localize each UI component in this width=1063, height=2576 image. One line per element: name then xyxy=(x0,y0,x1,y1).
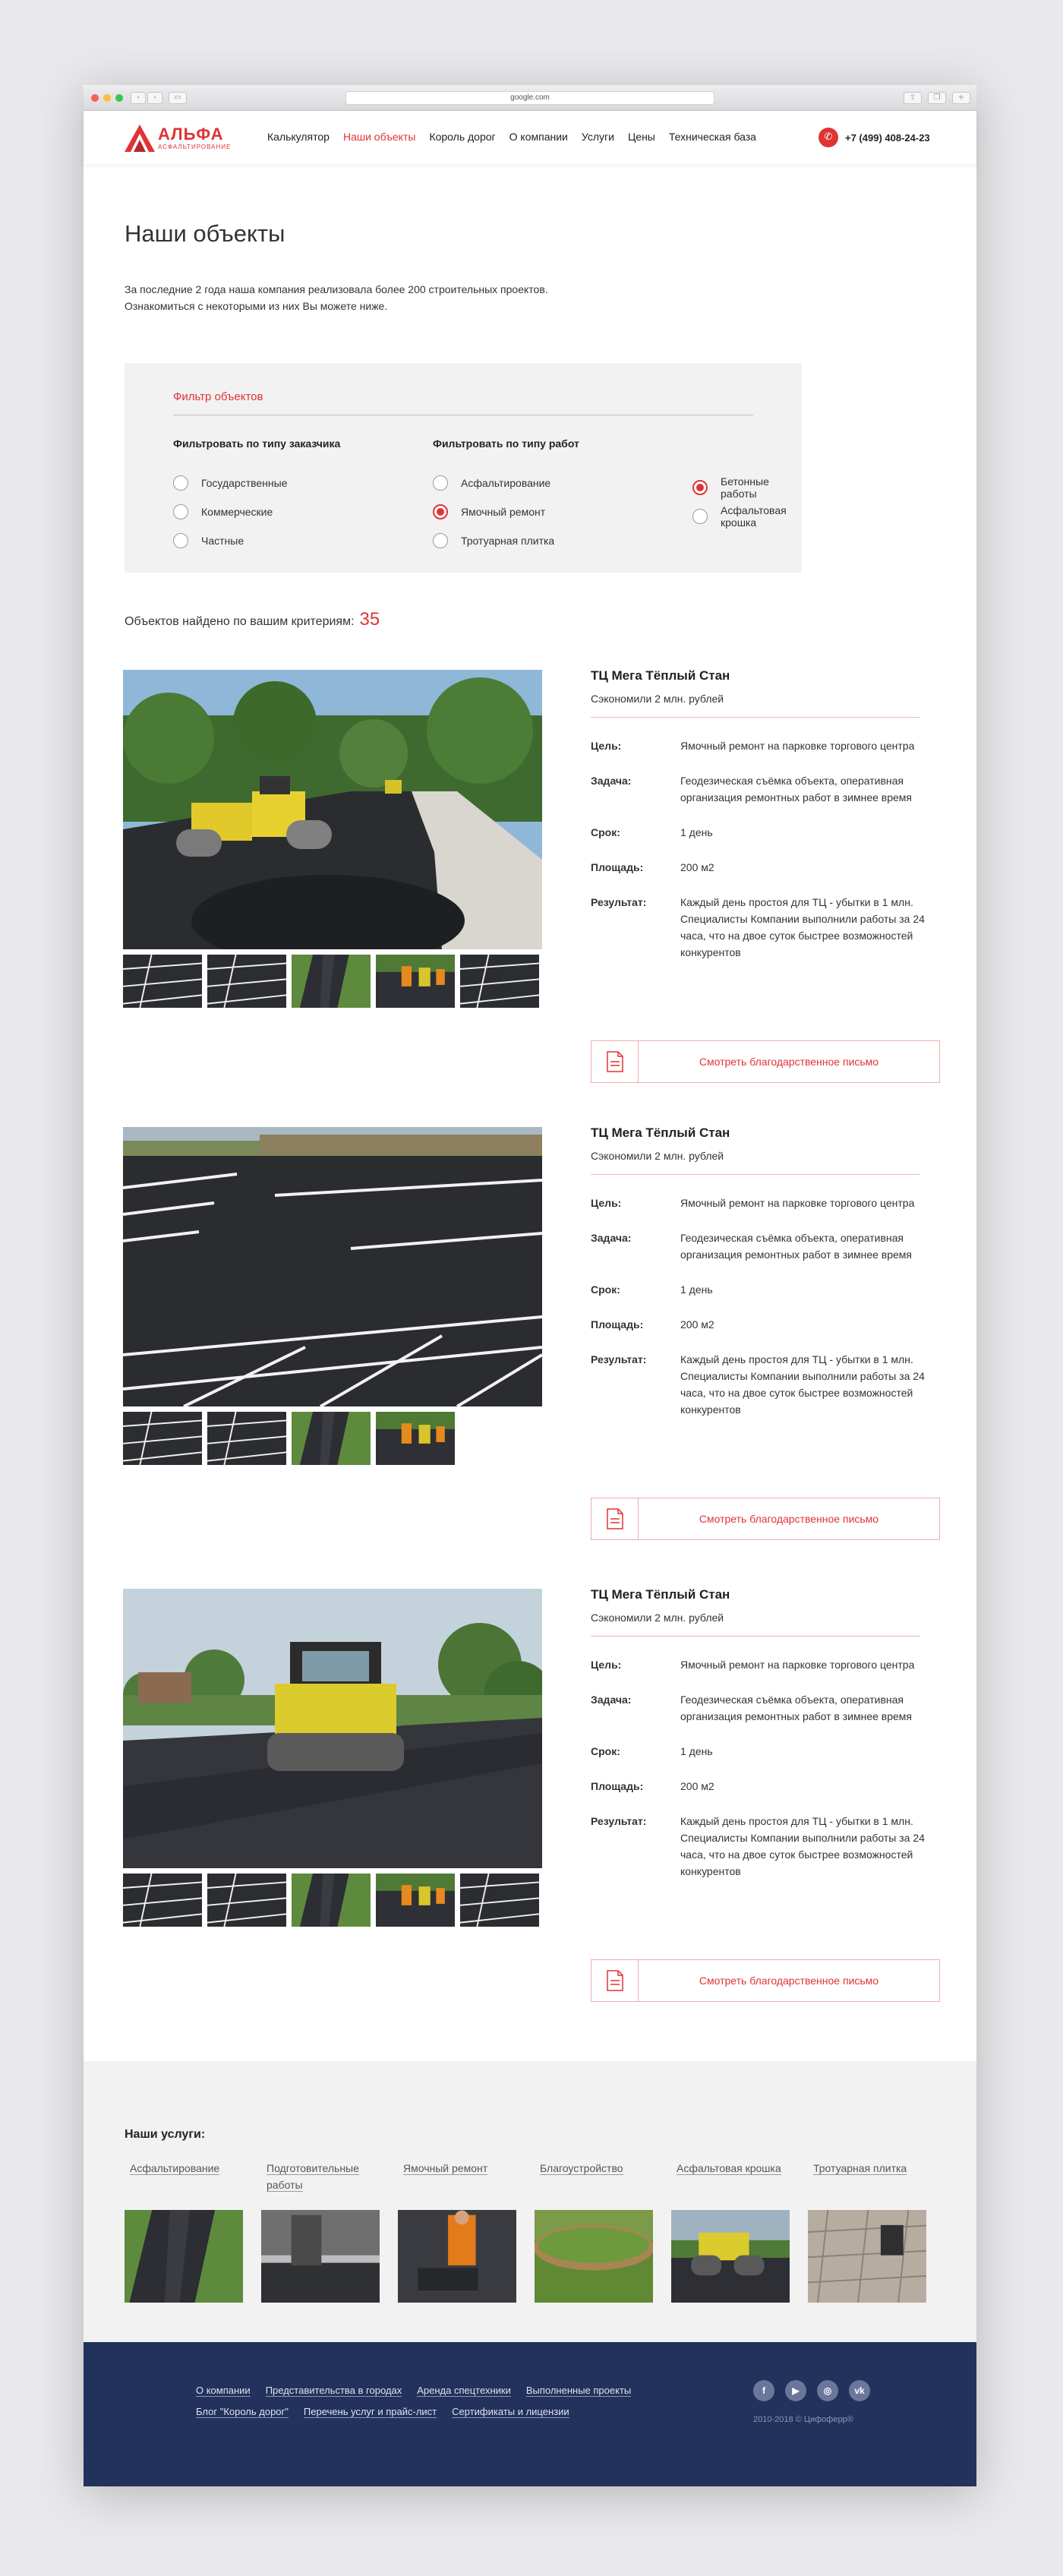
service-label xyxy=(261,2160,380,2193)
filter-option-label: Асфальтирование xyxy=(461,477,551,489)
project-thumbnail[interactable] xyxy=(376,955,455,1008)
thank-you-letter-button[interactable] xyxy=(591,1040,940,1083)
nav-item[interactable]: Цены xyxy=(627,131,655,143)
project-detail-row xyxy=(591,1691,940,1725)
project-info xyxy=(591,1589,940,1880)
project-detail-value: Каждый день простоя для ТЦ - убытки в 1 млн. Специалисты Компании выполнили работы за 24 часа, что на двое суток быстрее возможностей конкурентов xyxy=(680,1815,925,1877)
project-main-photo[interactable] xyxy=(123,1589,542,1868)
project-card xyxy=(123,1589,937,2014)
copyright: 2010-2018 © Цифоферр® xyxy=(753,2415,853,2424)
project-detail-value: Геодезическая съёмка объекта, оперативная организация ремонтных работ в зимнее время xyxy=(680,1694,913,1722)
project-title: ТЦ Мега Тёплый Стан xyxy=(591,1125,730,1140)
service-label xyxy=(398,2160,516,2177)
project-detail-label: Цель: xyxy=(591,740,622,752)
project-detail-row xyxy=(591,1778,940,1795)
project-info xyxy=(591,1127,940,1418)
project-detail-row xyxy=(591,859,940,876)
project-detail-label: Цель: xyxy=(591,1197,622,1209)
filter-option[interactable] xyxy=(433,475,550,491)
project-detail-row xyxy=(591,1656,940,1673)
project-detail-value: 1 день xyxy=(680,1745,713,1757)
maximize-window-button[interactable] xyxy=(115,94,123,102)
results-number: 35 xyxy=(359,609,380,630)
project-detail-row xyxy=(591,1813,940,1880)
service-image[interactable] xyxy=(398,2210,516,2303)
project-detail-label: Срок: xyxy=(591,826,620,838)
service-label xyxy=(125,2160,243,2177)
thank-you-letter-label: Смотреть благодарственное письмо xyxy=(699,1513,879,1525)
footer-link[interactable]: Аренда спецтехники xyxy=(417,2385,511,2396)
browser-window xyxy=(84,85,976,2486)
project-main-photo[interactable] xyxy=(123,670,542,949)
project-thumbnail[interactable] xyxy=(460,955,539,1008)
project-detail-value: 200 м2 xyxy=(680,1780,714,1792)
project-detail-row xyxy=(591,1351,940,1418)
footer-link[interactable]: Представительства в городах xyxy=(265,2385,402,2396)
filter-option[interactable] xyxy=(433,533,554,548)
filter-option[interactable] xyxy=(433,504,545,519)
service-item[interactable] xyxy=(125,2160,243,2312)
results-count xyxy=(125,609,380,630)
site-header xyxy=(84,111,976,164)
project-detail-row xyxy=(591,1281,940,1298)
footer-link-row xyxy=(196,2406,727,2418)
radio-button[interactable] xyxy=(173,475,188,491)
radio-button[interactable] xyxy=(173,504,188,519)
filter-work-heading: Фильтровать по типу работ xyxy=(433,437,579,450)
nav-item[interactable]: О компании xyxy=(509,131,568,143)
project-detail-label: Результат: xyxy=(591,1353,647,1365)
project-detail-label: Результат: xyxy=(591,896,647,908)
project-thumbnail[interactable] xyxy=(123,955,202,1008)
filter-option-label: Тротуарная плитка xyxy=(461,535,555,547)
service-link[interactable]: Тротуарная плитка xyxy=(813,2162,907,2174)
social-links xyxy=(753,2380,870,2401)
project-detail-row xyxy=(591,1316,940,1333)
project-detail-label: Задача: xyxy=(591,775,632,787)
project-detail-row xyxy=(591,1195,940,1211)
project-divider xyxy=(591,717,920,718)
project-detail-value: 200 м2 xyxy=(680,861,714,873)
project-thumbnails xyxy=(123,1412,455,1465)
back-arrow-icon[interactable]: ‹ xyxy=(131,92,146,104)
service-item[interactable] xyxy=(535,2160,653,2312)
project-thumbnail[interactable] xyxy=(123,1412,202,1465)
project-main-photo[interactable] xyxy=(123,1127,542,1406)
project-detail-row xyxy=(591,772,940,806)
project-card xyxy=(123,1127,937,1552)
project-thumbnail[interactable] xyxy=(460,1874,539,1927)
project-detail-label: Срок: xyxy=(591,1745,620,1757)
service-item[interactable] xyxy=(398,2160,516,2312)
minimize-window-button[interactable] xyxy=(103,94,111,102)
site-logo[interactable] xyxy=(123,123,237,153)
project-thumbnail[interactable] xyxy=(292,1874,371,1927)
project-thumbnail[interactable] xyxy=(376,1412,455,1465)
project-detail-row xyxy=(591,1743,940,1760)
filter-option[interactable] xyxy=(173,533,244,548)
filter-option[interactable] xyxy=(173,504,273,519)
project-savings: Сэкономили 2 млн. рублей xyxy=(591,1150,724,1162)
project-detail-label: Срок: xyxy=(591,1283,620,1296)
vk-icon[interactable]: vk xyxy=(849,2380,870,2401)
facebook-icon[interactable]: f xyxy=(753,2380,774,2401)
filter-option-label: Ямочный ремонт xyxy=(461,506,546,518)
project-detail-value: 1 день xyxy=(680,1283,713,1296)
project-detail-row xyxy=(591,737,940,754)
project-info xyxy=(591,670,940,961)
project-divider xyxy=(591,1174,920,1175)
project-detail-value: Ямочный ремонт на парковке торгового центра xyxy=(680,740,915,752)
filter-option-label: Коммерческие xyxy=(201,506,273,518)
project-detail-label: Площадь: xyxy=(591,1780,644,1792)
service-label xyxy=(535,2160,653,2177)
radio-button[interactable] xyxy=(433,533,448,548)
results-label: Объектов найдено по вашим критериям: xyxy=(125,615,355,628)
project-savings: Сэкономили 2 млн. рублей xyxy=(591,1612,724,1624)
service-image[interactable] xyxy=(535,2210,653,2303)
close-window-button[interactable] xyxy=(91,94,99,102)
service-link[interactable]: Ямочный ремонт xyxy=(403,2162,488,2174)
share-icon[interactable]: ⇪ xyxy=(904,92,922,104)
project-divider xyxy=(591,1636,920,1637)
main-nav xyxy=(267,131,756,143)
service-image[interactable] xyxy=(261,2210,380,2303)
service-link[interactable]: Благоустройство xyxy=(540,2162,623,2174)
project-thumbnail[interactable] xyxy=(292,955,371,1008)
page-title: Наши объекты xyxy=(125,220,285,247)
site-footer xyxy=(84,2342,976,2486)
nav-item[interactable]: Король дорог xyxy=(429,131,496,143)
project-title: ТЦ Мега Тёплый Стан xyxy=(591,1587,730,1602)
project-detail-value: Ямочный ремонт на парковке торгового центра xyxy=(680,1197,915,1209)
radio-button[interactable] xyxy=(173,533,188,548)
service-link[interactable]: Асфальтирование xyxy=(130,2162,220,2174)
project-thumbnail[interactable] xyxy=(292,1412,371,1465)
project-thumbnails xyxy=(123,1874,539,1927)
project-detail-row xyxy=(591,1230,940,1263)
instagram-icon[interactable]: ◎ xyxy=(817,2380,838,2401)
service-item[interactable] xyxy=(261,2160,380,2312)
service-item[interactable] xyxy=(671,2160,790,2312)
service-label xyxy=(808,2160,926,2177)
footer-link[interactable]: Сертификаты и лицензии xyxy=(452,2406,569,2417)
project-detail-label: Цель: xyxy=(591,1659,622,1671)
service-link[interactable]: Асфальтовая крошка xyxy=(677,2162,781,2174)
address-bar[interactable] xyxy=(345,91,714,105)
project-detail-value: Геодезическая съёмка объекта, оперативная организация ремонтных работ в зимнее время xyxy=(680,775,913,803)
filter-option[interactable] xyxy=(692,475,802,500)
thank-you-letter-button[interactable] xyxy=(591,1959,940,2002)
new-tab-icon[interactable]: + xyxy=(952,92,970,104)
radio-button[interactable] xyxy=(433,475,448,491)
project-thumbnails xyxy=(123,955,539,1008)
project-detail-value: 1 день xyxy=(680,826,713,838)
services-title: Наши услуги: xyxy=(125,2128,206,2141)
document-icon xyxy=(591,1498,639,1539)
project-title: ТЦ Мега Тёплый Стан xyxy=(591,668,730,683)
project-card xyxy=(123,670,937,1095)
filter-title: Фильтр объектов xyxy=(173,390,263,403)
logo-subtext: АСФАЛЬТИРОВАНИЕ xyxy=(158,144,232,150)
footer-link[interactable]: Перечень услуг и прайс-лист xyxy=(303,2406,437,2417)
project-savings: Сэкономили 2 млн. рублей xyxy=(591,693,724,705)
thank-you-letter-label: Смотреть благодарственное письмо xyxy=(699,1056,879,1068)
address-text: google.com xyxy=(510,93,550,102)
radio-button[interactable] xyxy=(692,509,708,524)
project-detail-label: Результат: xyxy=(591,1815,647,1827)
project-detail-label: Площадь: xyxy=(591,1318,644,1331)
page-intro xyxy=(125,281,656,314)
logo-mountain-icon xyxy=(123,123,156,153)
nav-item[interactable]: Калькулятор xyxy=(267,131,330,143)
project-thumbnail[interactable] xyxy=(207,1412,286,1465)
document-icon xyxy=(591,1960,639,2001)
radio-button[interactable] xyxy=(433,504,448,519)
header-phone[interactable] xyxy=(819,128,930,147)
service-item[interactable] xyxy=(808,2160,926,2312)
nav-item[interactable]: Техническая база xyxy=(668,131,756,143)
filter-option-label: Асфальтовая крошка xyxy=(721,504,787,529)
project-thumbnail[interactable] xyxy=(207,955,286,1008)
sidebar-icon[interactable]: ▭ xyxy=(169,92,187,104)
project-detail-value: 200 м2 xyxy=(680,1318,714,1331)
project-detail-label: Площадь: xyxy=(591,861,644,873)
intro-line-2: Ознакомиться с некоторыми из них Вы можете ниже. xyxy=(125,300,388,312)
thank-you-letter-label: Смотреть благодарственное письмо xyxy=(699,1975,879,1987)
filter-option-label: Государственные xyxy=(201,477,288,489)
filter-option[interactable] xyxy=(173,475,288,491)
radio-button[interactable] xyxy=(692,480,708,495)
project-detail-value: Каждый день простоя для ТЦ - убытки в 1 млн. Специалисты Компании выполнили работы за 24 часа, что на двое суток быстрее возможностей конкурентов xyxy=(680,896,925,958)
phone-number: +7 (499) 408-24-23 xyxy=(845,131,930,144)
document-icon xyxy=(591,1041,639,1082)
project-detail-label: Задача: xyxy=(591,1232,632,1244)
footer-link-row xyxy=(196,2385,727,2397)
project-detail-value: Ямочный ремонт на парковке торгового центра xyxy=(680,1659,915,1671)
nav-item[interactable]: Наши объекты xyxy=(342,131,416,143)
footer-link[interactable]: О компании xyxy=(196,2385,251,2396)
service-image[interactable] xyxy=(671,2210,790,2303)
service-image[interactable] xyxy=(808,2210,926,2303)
project-detail-label: Задача: xyxy=(591,1694,632,1706)
project-thumbnail[interactable] xyxy=(207,1874,286,1927)
services-section xyxy=(84,2061,976,2342)
project-detail-value: Каждый день простоя для ТЦ - убытки в 1 млн. Специалисты Компании выполнили работы за 24 часа, что на двое суток быстрее возможностей конкурентов xyxy=(680,1353,925,1416)
project-thumbnail[interactable] xyxy=(123,1874,202,1927)
logo-text: АЛЬФА xyxy=(158,125,224,144)
service-label xyxy=(671,2160,790,2177)
filter-option-label: Частные xyxy=(201,535,244,547)
forward-arrow-icon[interactable]: › xyxy=(147,92,162,104)
browser-toolbar xyxy=(84,85,976,111)
project-thumbnail[interactable] xyxy=(376,1874,455,1927)
footer-link[interactable]: Блог "Король дорог" xyxy=(196,2406,289,2417)
service-image[interactable] xyxy=(125,2210,243,2303)
youtube-icon[interactable]: ▶ xyxy=(785,2380,806,2401)
filter-option-label: Бетонные работы xyxy=(721,475,769,500)
service-link[interactable]: Подготовительные работы xyxy=(267,2162,359,2191)
phone-icon: ✆ xyxy=(819,128,838,147)
filter-option[interactable] xyxy=(692,504,802,529)
filter-customer-heading: Фильтровать по типу заказчика xyxy=(173,437,341,450)
project-detail-row xyxy=(591,894,940,961)
tabs-icon[interactable]: ❐ xyxy=(928,92,946,104)
project-detail-value: Геодезическая съёмка объекта, оперативная организация ремонтных работ в зимнее время xyxy=(680,1232,913,1261)
objects-filter xyxy=(125,363,802,573)
footer-links xyxy=(196,2385,727,2427)
nav-item[interactable]: Услуги xyxy=(581,131,614,143)
project-detail-row xyxy=(591,824,940,841)
footer-link[interactable]: Выполненные проекты xyxy=(525,2385,632,2396)
thank-you-letter-button[interactable] xyxy=(591,1498,940,1540)
intro-line-1: За последние 2 года наша компания реализовала более 200 строительных проектов. xyxy=(125,283,548,295)
